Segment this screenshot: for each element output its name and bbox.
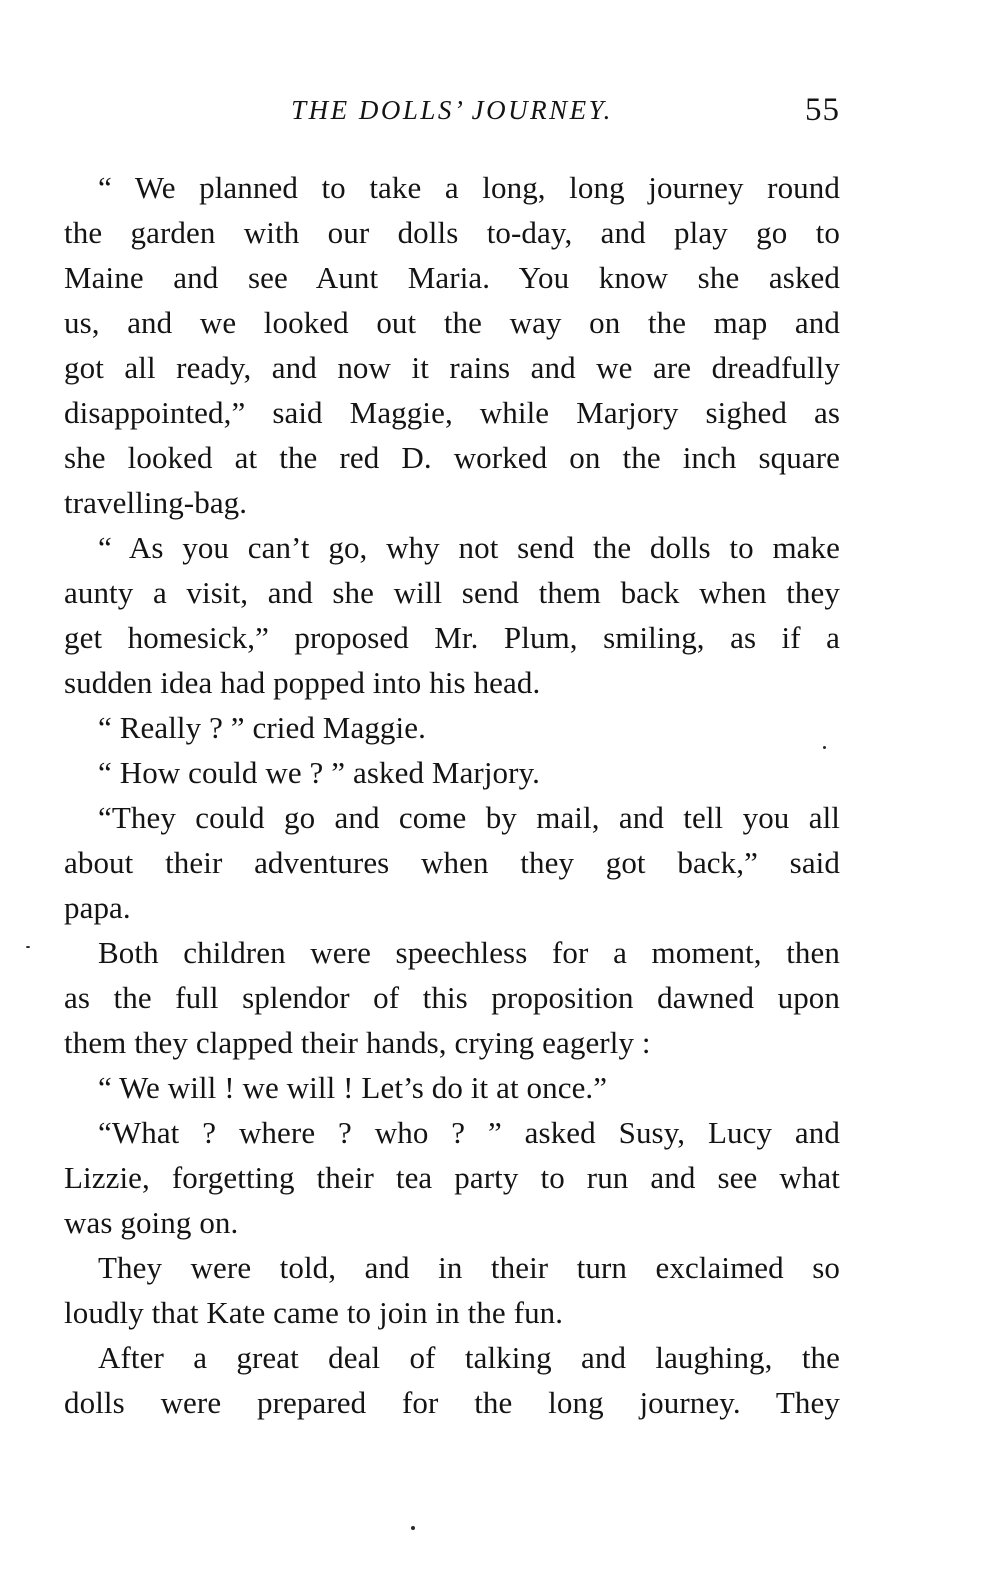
text-line: travelling-bag. [64,485,248,520]
running-title: THE DOLLS’ JOURNEY. [291,95,613,125]
text-line: Both children were speechless for a moment, then [98,935,840,970]
scan-speck [411,1526,415,1530]
text-line: They were told, and in their turn exclaimed so [98,1250,840,1285]
page-number: 55 [805,92,840,128]
text-line: disappointed,” said Maggie, while Marjory sighed as [64,395,840,430]
text-line: Lizzie, forgetting their tea party to run and see what [64,1160,840,1195]
scan-speck [26,946,30,948]
text-line: about their adventures when they got back,” said [64,845,840,880]
scan-speck [823,746,826,749]
text-line: she looked at the red D. worked on the inch square [64,440,840,475]
text-line: as the full splendor of this proposition dawned upon [64,980,840,1015]
text-line: “ How could we ? ” asked Marjory. [98,755,541,790]
text-line: dolls were prepared for the long journey. They [64,1385,840,1420]
text-line: the garden with our dolls to-day, and play go to [64,215,840,250]
text-line: “They could go and come by mail, and tell you all [98,800,840,835]
body-text [64,165,840,1425]
text-line: After a great deal of talking and laughing, the [98,1340,840,1375]
text-line: “ We will ! we will ! Let’s do it at once.” [98,1070,608,1105]
text-line: “ We planned to take a long, long journey round [98,170,840,205]
text-line: papa. [64,890,131,925]
text-line: “What ? where ? who ? ” asked Susy, Lucy and [98,1115,840,1150]
text-line: sudden idea had popped into his head. [64,665,541,700]
text-line: us, and we looked out the way on the map and [64,305,840,340]
page-header [64,88,840,132]
text-line: “ Really ? ” cried Maggie. [98,710,426,745]
text-line: was going on. [64,1205,239,1240]
text-line: them they clapped their hands, crying eagerly : [64,1025,651,1060]
text-line: “ As you can’t go, why not send the dolls to make [98,530,840,565]
text-line: loudly that Kate came to join in the fun. [64,1295,564,1330]
text-line: Maine and see Aunt Maria. You know she asked [64,260,840,295]
text-line: got all ready, and now it rains and we are dreadfully [64,350,840,385]
text-line: aunty a visit, and she will send them back when they [64,575,840,610]
text-line: get homesick,” proposed Mr. Plum, smiling, as if a [64,620,840,655]
